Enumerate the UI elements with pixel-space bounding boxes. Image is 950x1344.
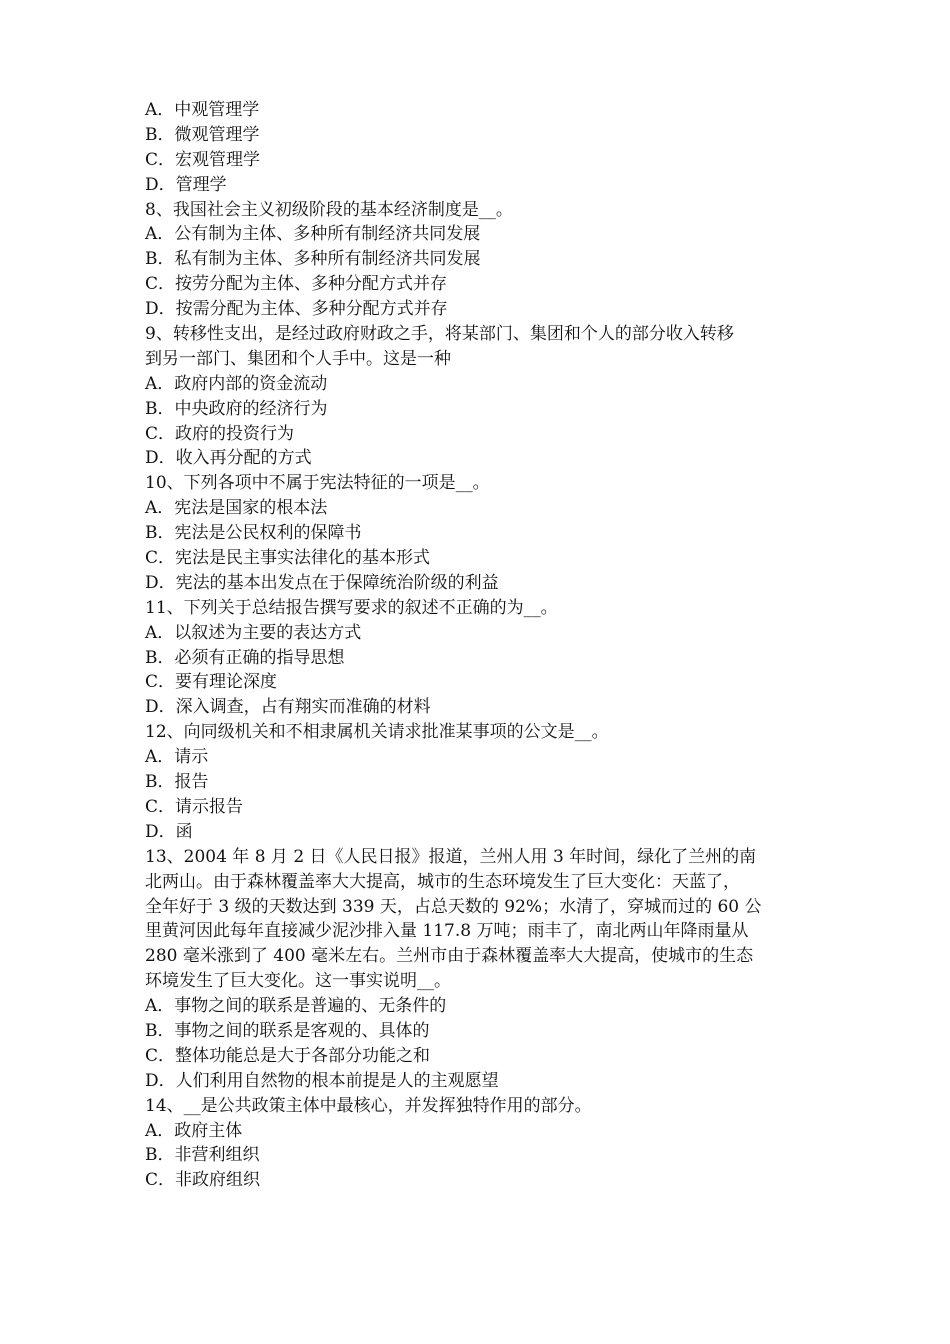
answer-option: C．请示报告 <box>145 796 244 817</box>
question-text-line: 9、转移性支出，是经过政府财政之手，将某部门、集团和个人的部分收入转移 <box>145 324 734 345</box>
answer-option: B．微观管理学 <box>145 124 260 145</box>
question-text-line: 8、我国社会主义初级阶段的基本经济制度是__。 <box>145 199 513 220</box>
answer-option: D．按需分配为主体、多种分配方式并存 <box>145 299 448 320</box>
answer-option: A．请示 <box>145 747 209 768</box>
answer-option: C．按劳分配为主体、多种分配方式并存 <box>145 274 448 295</box>
question-text-line: 北两山。由于森林覆盖率大大提高，城市的生态环境发生了巨大变化：天蓝了， <box>145 871 740 892</box>
question-text-line: 到另一部门、集团和个人手中。这是一种 <box>145 348 451 369</box>
answer-option: C．整体功能总是大于各部分功能之和 <box>145 1045 431 1066</box>
answer-option: C．要有理论深度 <box>145 672 278 693</box>
answer-option: D．宪法的基本出发点在于保障统治阶级的利益 <box>145 572 499 593</box>
question-text-line: 280 毫米涨到了 400 毫米左右。兰州市由于森林覆盖率大大提高，使城市的生态 <box>145 946 754 967</box>
answer-option: D．函 <box>145 821 193 842</box>
answer-option: A．中观管理学 <box>145 100 260 120</box>
question-text-line: 环境发生了巨大变化。这一事实说明__。 <box>145 971 451 992</box>
answer-option: B．非营利组织 <box>145 1145 260 1166</box>
answer-option: A．以叙述为主要的表达方式 <box>145 622 362 643</box>
answer-option: C．宪法是民主事实法律化的基本形式 <box>145 548 431 569</box>
answer-option: B．私有制为主体、多种所有制经济共同发展 <box>145 249 481 270</box>
answer-option: A．政府主体 <box>145 1120 243 1141</box>
answer-option: C．宏观管理学 <box>145 149 261 170</box>
answer-option: A．政府内部的资金流动 <box>145 373 328 394</box>
answer-option: B．宪法是公民权利的保障书 <box>145 523 362 544</box>
answer-option: B．中央政府的经济行为 <box>145 398 328 419</box>
question-text-line: 14、__是公共政策主体中最核心，并发挥独特作用的部分。 <box>145 1095 592 1116</box>
answer-option: B．事物之间的联系是客观的、具体的 <box>145 1020 430 1041</box>
answer-option: D．收入再分配的方式 <box>145 448 312 469</box>
answer-option: B．必须有正确的指导思想 <box>145 647 345 668</box>
question-text-line: 11、下列关于总结报告撰写要求的叙述不正确的为__。 <box>145 597 558 618</box>
answer-option: A．公有制为主体、多种所有制经济共同发展 <box>145 224 481 245</box>
question-text-line: 里黄河因此每年直接减少泥沙排入量 117.8 万吨；雨丰了，南北两山年降雨量从 <box>145 921 749 942</box>
answer-option: C．政府的投资行为 <box>145 423 295 444</box>
question-text-line: 10、下列各项中不属于宪法特征的一项是__。 <box>145 473 490 494</box>
document-body <box>145 98 813 1193</box>
answer-option: D．管理学 <box>145 174 227 195</box>
answer-option: D．人们利用自然物的根本前提是人的主观愿望 <box>145 1070 499 1091</box>
answer-option: D．深入调查，占有翔实而准确的材料 <box>145 697 431 718</box>
question-text-line: 13、2004 年 8 月 2 日《人民日报》报道，兰州人用 3 年时间，绿化了兰州的南 <box>145 846 757 867</box>
answer-option: B．报告 <box>145 772 209 793</box>
question-text-line: 全年好于 3 级的天数达到 339 天，占总天数的 92%；水清了，穿城而过的 60 公 <box>145 896 762 917</box>
answer-option: C．非政府组织 <box>145 1170 261 1191</box>
answer-option: A．事物之间的联系是普遍的、无条件的 <box>145 996 447 1017</box>
answer-option: A．宪法是国家的根本法 <box>145 498 328 519</box>
question-text-line: 12、向同级机关和不相隶属机关请求批准某事项的公文是__。 <box>145 722 609 743</box>
